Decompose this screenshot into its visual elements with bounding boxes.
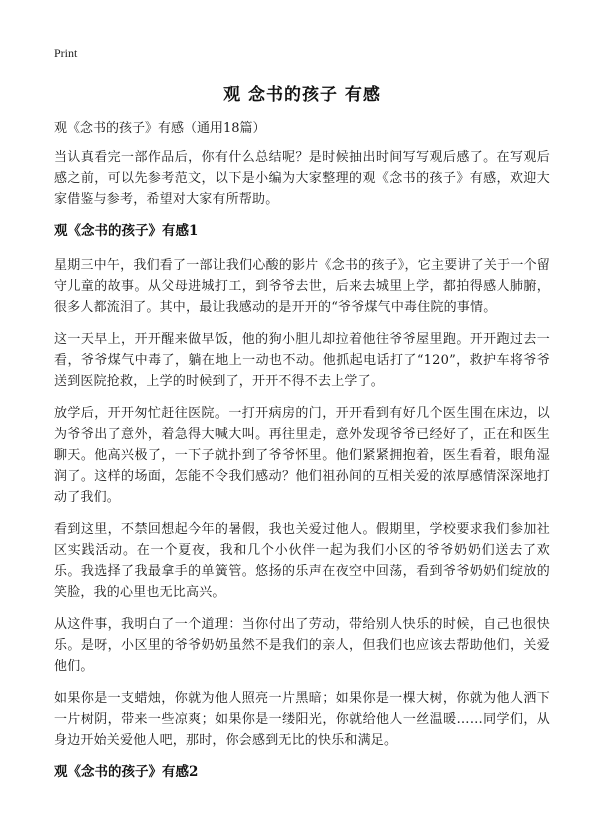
- section-1-paragraph: 如果你是一支蜡烛，你就为他人照亮一片黑暗；如果你是一棵大树，你就为他人洒下一片树阴，带来一些凉爽；如果你是一缕阳光，你就给他人一丝温暖……同学们，从身边开始关爱他人吧，那时，你会感到无比的快乐和满足。: [54, 691, 550, 748]
- print-link[interactable]: Print: [54, 46, 78, 60]
- section-1-paragraph: 从这件事，我明白了一个道理：当你付出了劳动，带给别人快乐的时候，自己也很快乐。是呀，小区里的爷爷奶奶虽然不是我们的亲人，但我们也应该去帮助他们，关爱他们。: [54, 617, 550, 674]
- section-1-paragraph: 这一天早上，开开醒来做早饭，他的狗小胆儿却拉着他往爷爷屋里跑。开开跑过去一看，爷爷煤气中毒了，躺在地上一动也不动。他抓起电话打了“120”，救护车将爷爷送到医院抢救，上学的时候到了，开开不得不去上学了。: [54, 332, 550, 389]
- section-heading-2: 观《念书的孩子》有感2: [54, 764, 199, 780]
- document-subtitle: 观《念书的孩子》有感（通用18篇）: [54, 121, 266, 136]
- document-body: [54, 76, 550, 796]
- page-title: 观 念书的孩子 有感: [223, 85, 381, 105]
- section-1-paragraph: 看到这里，不禁回想起今年的暑假，我也关爱过他人。假期里，学校要求我们参加社区实践活动。在一个夏夜，我和几个小伙伴一起为我们小区的爷爷奶奶们送去了欢乐。我选择了我最拿手的单簧管。悠扬的乐声在夜空中回荡，看到爷爷奶奶们绽放的笑脸，我的心里也无比高兴。: [54, 522, 550, 600]
- section-1-paragraph: 放学后，开开匆忙赶往医院。一打开病房的门，开开看到有好几个医生围在床边，以为爷爷出了意外，着急得大喊大叫。再往里走，意外发现爷爷已经好了，正在和医生聊天。他高兴极了，一下子就扑到了爷爷怀里。他们紧紧拥抱着，医生看着，眼角湿润了。这样的场面，怎能不令我们感动？他们祖孙间的互相关爱的浓厚感情深深地打动了我们。: [54, 406, 550, 505]
- intro-paragraph: 当认真看完一部作品后，你有什么总结呢？是时候抽出时间写写观后感了。在写观后感之前，可以先参考范文，以下是小编为大家整理的观《念书的孩子》有感，欢迎大家借鉴与参考，希望对大家有所帮助。: [54, 150, 550, 207]
- section-heading-1: 观《念书的孩子》有感1: [54, 223, 199, 239]
- section-1-paragraph: 星期三中午，我们看了一部让我们心酸的影片《念书的孩子》，它主要讲了关于一个留守儿童的故事。从父母进城打工，到爷爷去世，后来去城里上学，都拍得感人肺腑，很多人都流泪了。其中，最让我感动的是开开的“爷爷煤气中毒住院的事情。: [54, 258, 550, 315]
